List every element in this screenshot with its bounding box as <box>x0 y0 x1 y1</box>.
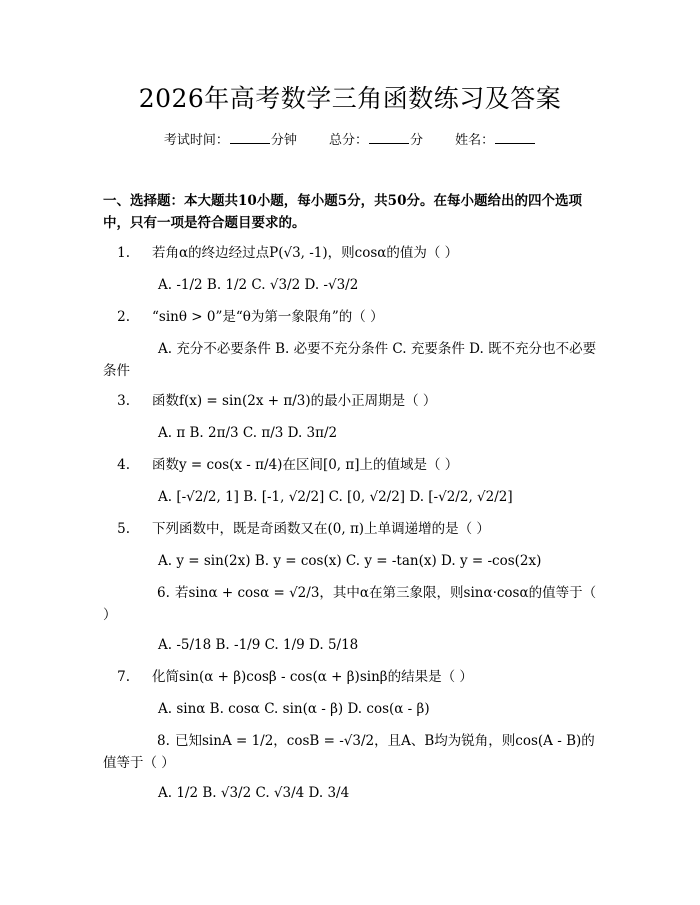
score-unit: 分 <box>410 133 424 148</box>
question-text: 函数y = cos(x - π/4)在区间[0, π]上的值域是（ ） <box>152 457 459 473</box>
exam-meta <box>0 131 700 151</box>
question-8-options: A. 1/2 B. √3/2 C. √3/4 D. 3/4 <box>158 785 350 801</box>
question-text: 若sinα + cosα = √2/3，其中α在第三象限，则sinα·cosα的值等于（ ） <box>103 585 597 623</box>
question-number: 8. <box>157 733 170 749</box>
question-text: 已知sinA = 1/2，cosB = -√3/2，且A、B均为锐角，则cos(A - B)的值等于（ ） <box>103 733 595 771</box>
question-number: 2. <box>117 309 130 325</box>
question-5 <box>103 518 603 540</box>
section-heading: 一、选择题：本大题共10小题，每小题5分，共50分。在每小题给出的四个选项中，只有一项是符合题目要求的。 <box>103 193 582 231</box>
question-text: 化简sin(α + β)cosβ - cos(α + β)sinβ的结果是（ ） <box>152 669 473 685</box>
question-7 <box>103 666 603 688</box>
time-blank <box>230 131 270 144</box>
question-2 <box>103 306 603 328</box>
question-number: 3. <box>117 393 130 409</box>
question-5-options: A. y = sin(2x) B. y = cos(x) C. y = -tan(x) D. y = -cos(2x) <box>158 553 542 569</box>
question-3 <box>103 390 603 412</box>
time-unit: 分钟 <box>270 133 297 148</box>
question-number: 6. <box>157 585 170 601</box>
question-7-options: A. sinα B. cosα C. sin(α - β) D. cos(α - β) <box>158 701 430 717</box>
question-4 <box>103 454 603 476</box>
question-number: 5. <box>117 521 130 537</box>
name-label: 姓名： <box>455 133 495 148</box>
score-field <box>329 131 423 151</box>
time-field <box>164 131 297 151</box>
question-6 <box>103 582 603 626</box>
question-text: “sinθ > 0”是“θ为第一象限角”的（ ） <box>152 309 384 325</box>
time-label: 考试时间： <box>163 133 229 148</box>
name-blank <box>495 131 535 144</box>
name-field <box>455 131 536 151</box>
question-1 <box>103 242 603 264</box>
page-title: 2026年高考数学三角函数练习及答案 <box>138 84 562 113</box>
question-number: 7. <box>117 669 130 685</box>
question-number: 4. <box>117 457 130 473</box>
question-6-options: A. -5/18 B. -1/9 C. 1/9 D. 5/18 <box>158 637 359 653</box>
question-8 <box>103 730 603 774</box>
question-number: 1. <box>117 245 130 261</box>
question-text: 下列函数中，既是奇函数又在(0, π)上单调递增的是（ ） <box>152 521 490 537</box>
question-3-options: A. π B. 2π/3 C. π/3 D. 3π/2 <box>158 425 338 441</box>
score-label: 总分： <box>328 133 368 148</box>
question-text: 若角α的终边经过点P(√3, -1)，则cosα的值为（ ） <box>152 245 459 261</box>
question-1-options: A. -1/2 B. 1/2 C. √3/2 D. -√3/2 <box>158 277 359 293</box>
question-4-options: A. [-√2/2, 1] B. [-1, √2/2] C. [0, √2/2] D. [-√2/2, √2/2] <box>158 489 513 505</box>
score-blank <box>369 131 409 144</box>
question-text: 函数f(x) = sin(2x + π/3)的最小正周期是（ ） <box>152 393 437 409</box>
question-2-options: A. 充分不必要条件 B. 必要不充分条件 C. 充要条件 D. 既不充分也不必要条件 <box>103 341 597 379</box>
